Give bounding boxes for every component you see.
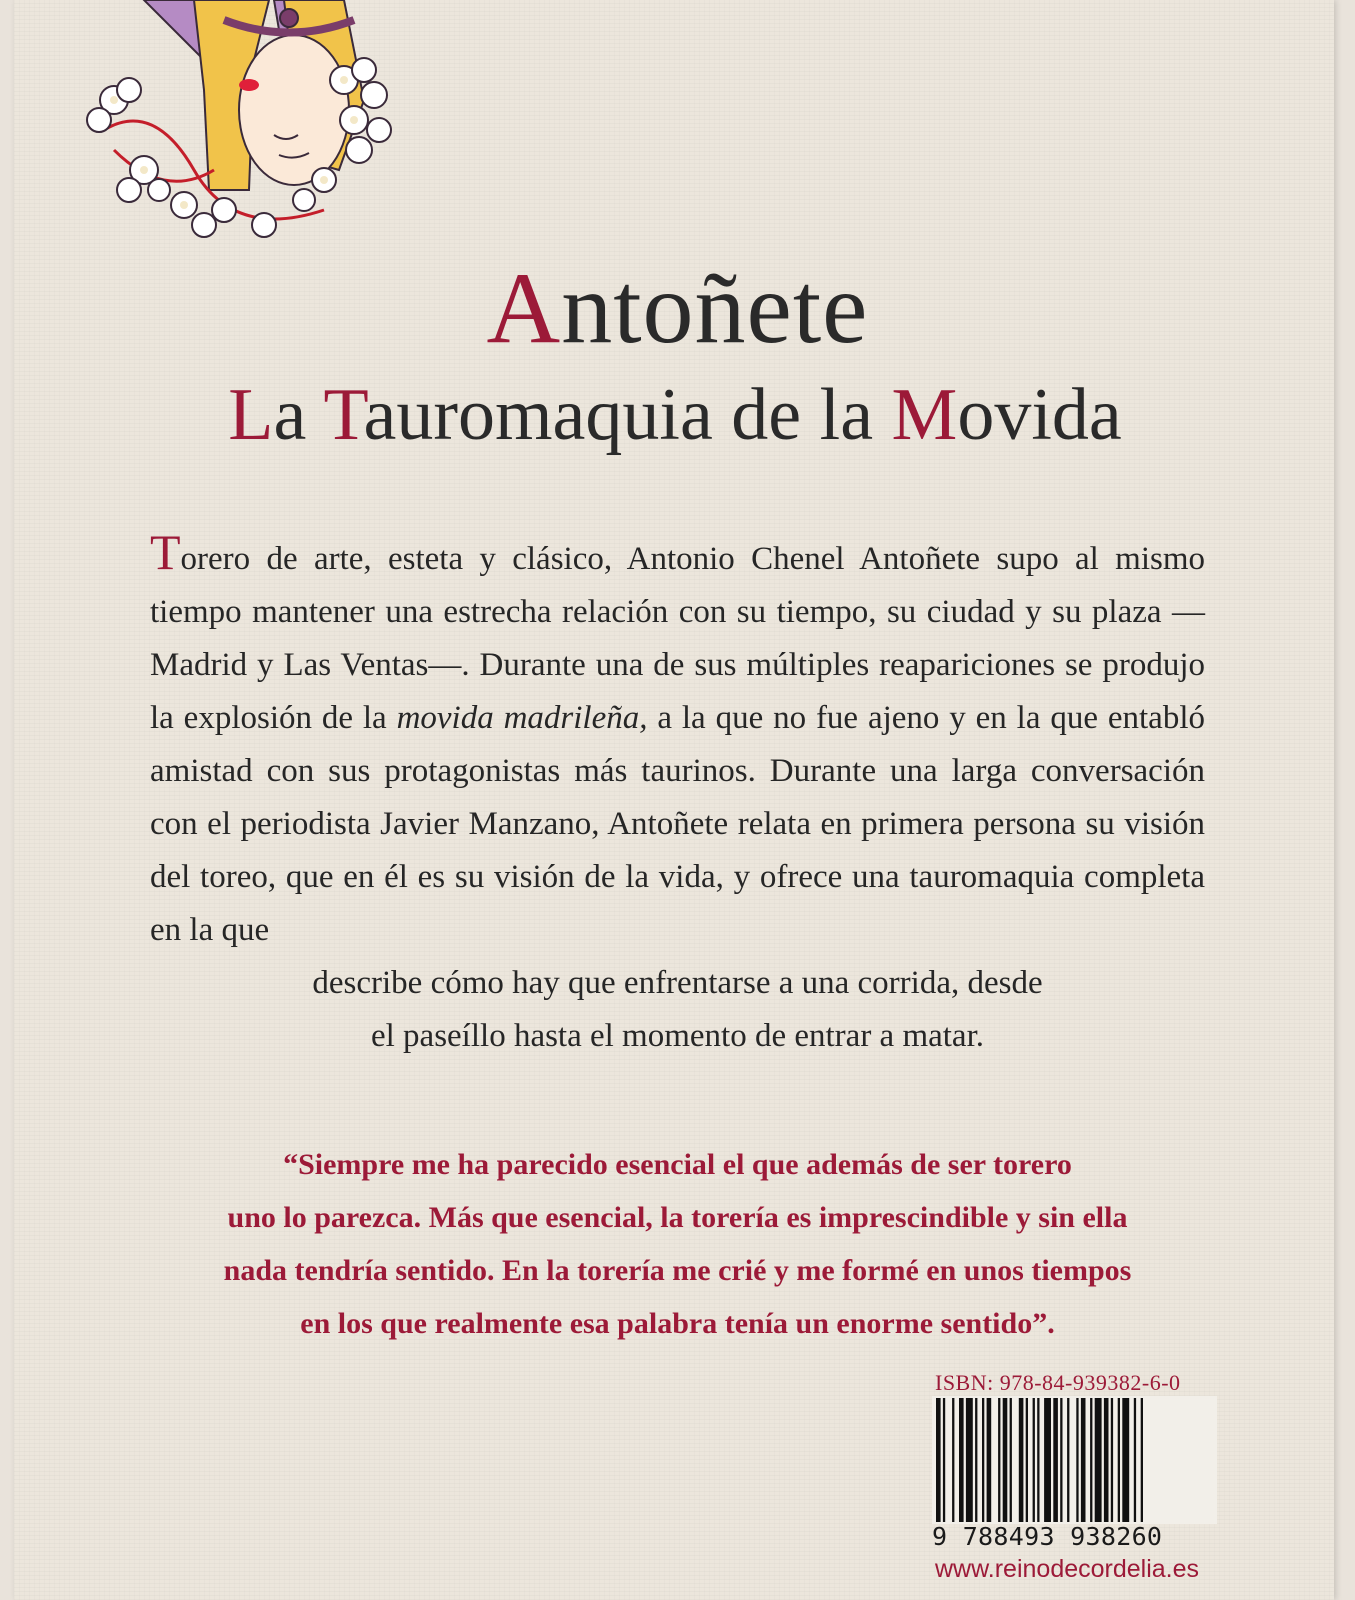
subtitle-part-3: ovida xyxy=(957,374,1122,456)
quote-line-4: en los que realmente esa palabra tenía un enorme sentido”. xyxy=(300,1307,1055,1340)
barcode-bar xyxy=(1104,1398,1109,1522)
barcode-bar xyxy=(1081,1398,1086,1522)
barcode-bar xyxy=(1033,1398,1035,1522)
barcode-bar xyxy=(982,1398,984,1522)
barcode-bar xyxy=(1076,1398,1078,1522)
illustration-girl-flowers xyxy=(74,0,414,250)
barcode-bar xyxy=(1003,1398,1008,1522)
quote-line-1: “Siempre me ha parecido esencial el que además de ser torero xyxy=(283,1148,1072,1181)
barcode-bar xyxy=(1134,1398,1136,1522)
barcode-bar xyxy=(1044,1398,1051,1522)
barcode-bar xyxy=(1111,1398,1113,1522)
barcode-bar xyxy=(1037,1398,1039,1522)
title-rest: ntoñete xyxy=(561,252,869,365)
barcode-bar xyxy=(1122,1398,1129,1522)
synopsis-paragraph xyxy=(150,524,1205,1063)
subtitle-cap-t: T xyxy=(323,374,364,456)
barcode-bar xyxy=(1010,1398,1012,1522)
barcode-bar xyxy=(966,1398,973,1522)
barcode-area xyxy=(932,1396,1217,1524)
barcode-bar xyxy=(952,1398,954,1522)
synopsis-last-line-2: el paseíllo hasta el momento de entrar a matar. xyxy=(370,1018,984,1054)
barcode-bar xyxy=(1060,1398,1062,1522)
synopsis-text-2: a la que no fue ajeno y en la que entabló amistad con sus protagonistas más taurinos. Durante una larga conversación con el periodista Javier Manzano, Antoñete relata en primera persona su visión del toreo, que en él es su visión de la vida, y ofrece una tauromaquia completa en la que xyxy=(150,700,1205,948)
barcode-digits: 9 788493 938260 xyxy=(932,1522,1163,1551)
barcode-bar xyxy=(998,1398,1000,1522)
barcode-bar xyxy=(1095,1398,1102,1522)
barcode-bar xyxy=(943,1398,945,1522)
synopsis-text-1: orero de arte, esteta y clásico, Antonio Chenel Antoñete supo al mismo tiempo mantener una estrecha relación con su tiempo, su ciudad y su plaza —Madrid y Las Ventas—. Durante una de sus múltiples reapariciones se produjo la explosión de la xyxy=(150,541,1205,736)
subtitle-cap-l: L xyxy=(228,374,274,456)
barcode-bar xyxy=(1019,1398,1024,1522)
book-title xyxy=(0,252,1355,365)
barcode-bar xyxy=(1118,1398,1120,1522)
barcode-bar xyxy=(1090,1398,1092,1522)
author-quote xyxy=(150,1138,1205,1350)
title-first-letter: A xyxy=(486,252,562,365)
subtitle-part-2: auromaquia de la xyxy=(363,374,892,456)
barcode-bar xyxy=(959,1398,964,1522)
barcode-bar xyxy=(1053,1398,1058,1522)
barcode-bar xyxy=(1026,1398,1028,1522)
isbn-label: ISBN: 978-84-939382-6-0 xyxy=(935,1370,1181,1395)
quote-line-3: nada tendría sentido. En la torería me crié y me formé en unos tiempos xyxy=(223,1254,1132,1287)
quote-line-2: uno lo parezca. Más que esencial, la torería es imprescindible y sin ella xyxy=(227,1201,1128,1234)
barcode-bar xyxy=(975,1398,977,1522)
subtitle-cap-m: M xyxy=(891,374,958,456)
synopsis-last-line-1: describe cómo hay que enfrentarse a una corrida, desde xyxy=(312,965,1043,1001)
publisher-website-link[interactable]: www.reinodecordelia.es xyxy=(935,1555,1200,1583)
synopsis-dropcap: T xyxy=(150,524,181,580)
book-subtitle xyxy=(60,374,1290,456)
barcode-icon xyxy=(932,1396,1217,1524)
barcode-bar xyxy=(1141,1398,1143,1522)
synopsis-italic: movida madrileña, xyxy=(396,700,648,736)
subtitle-part-1: a xyxy=(273,374,324,456)
barcode-bar xyxy=(936,1398,941,1522)
barcode-bar xyxy=(1067,1398,1069,1522)
barcode-bar xyxy=(987,1398,992,1522)
